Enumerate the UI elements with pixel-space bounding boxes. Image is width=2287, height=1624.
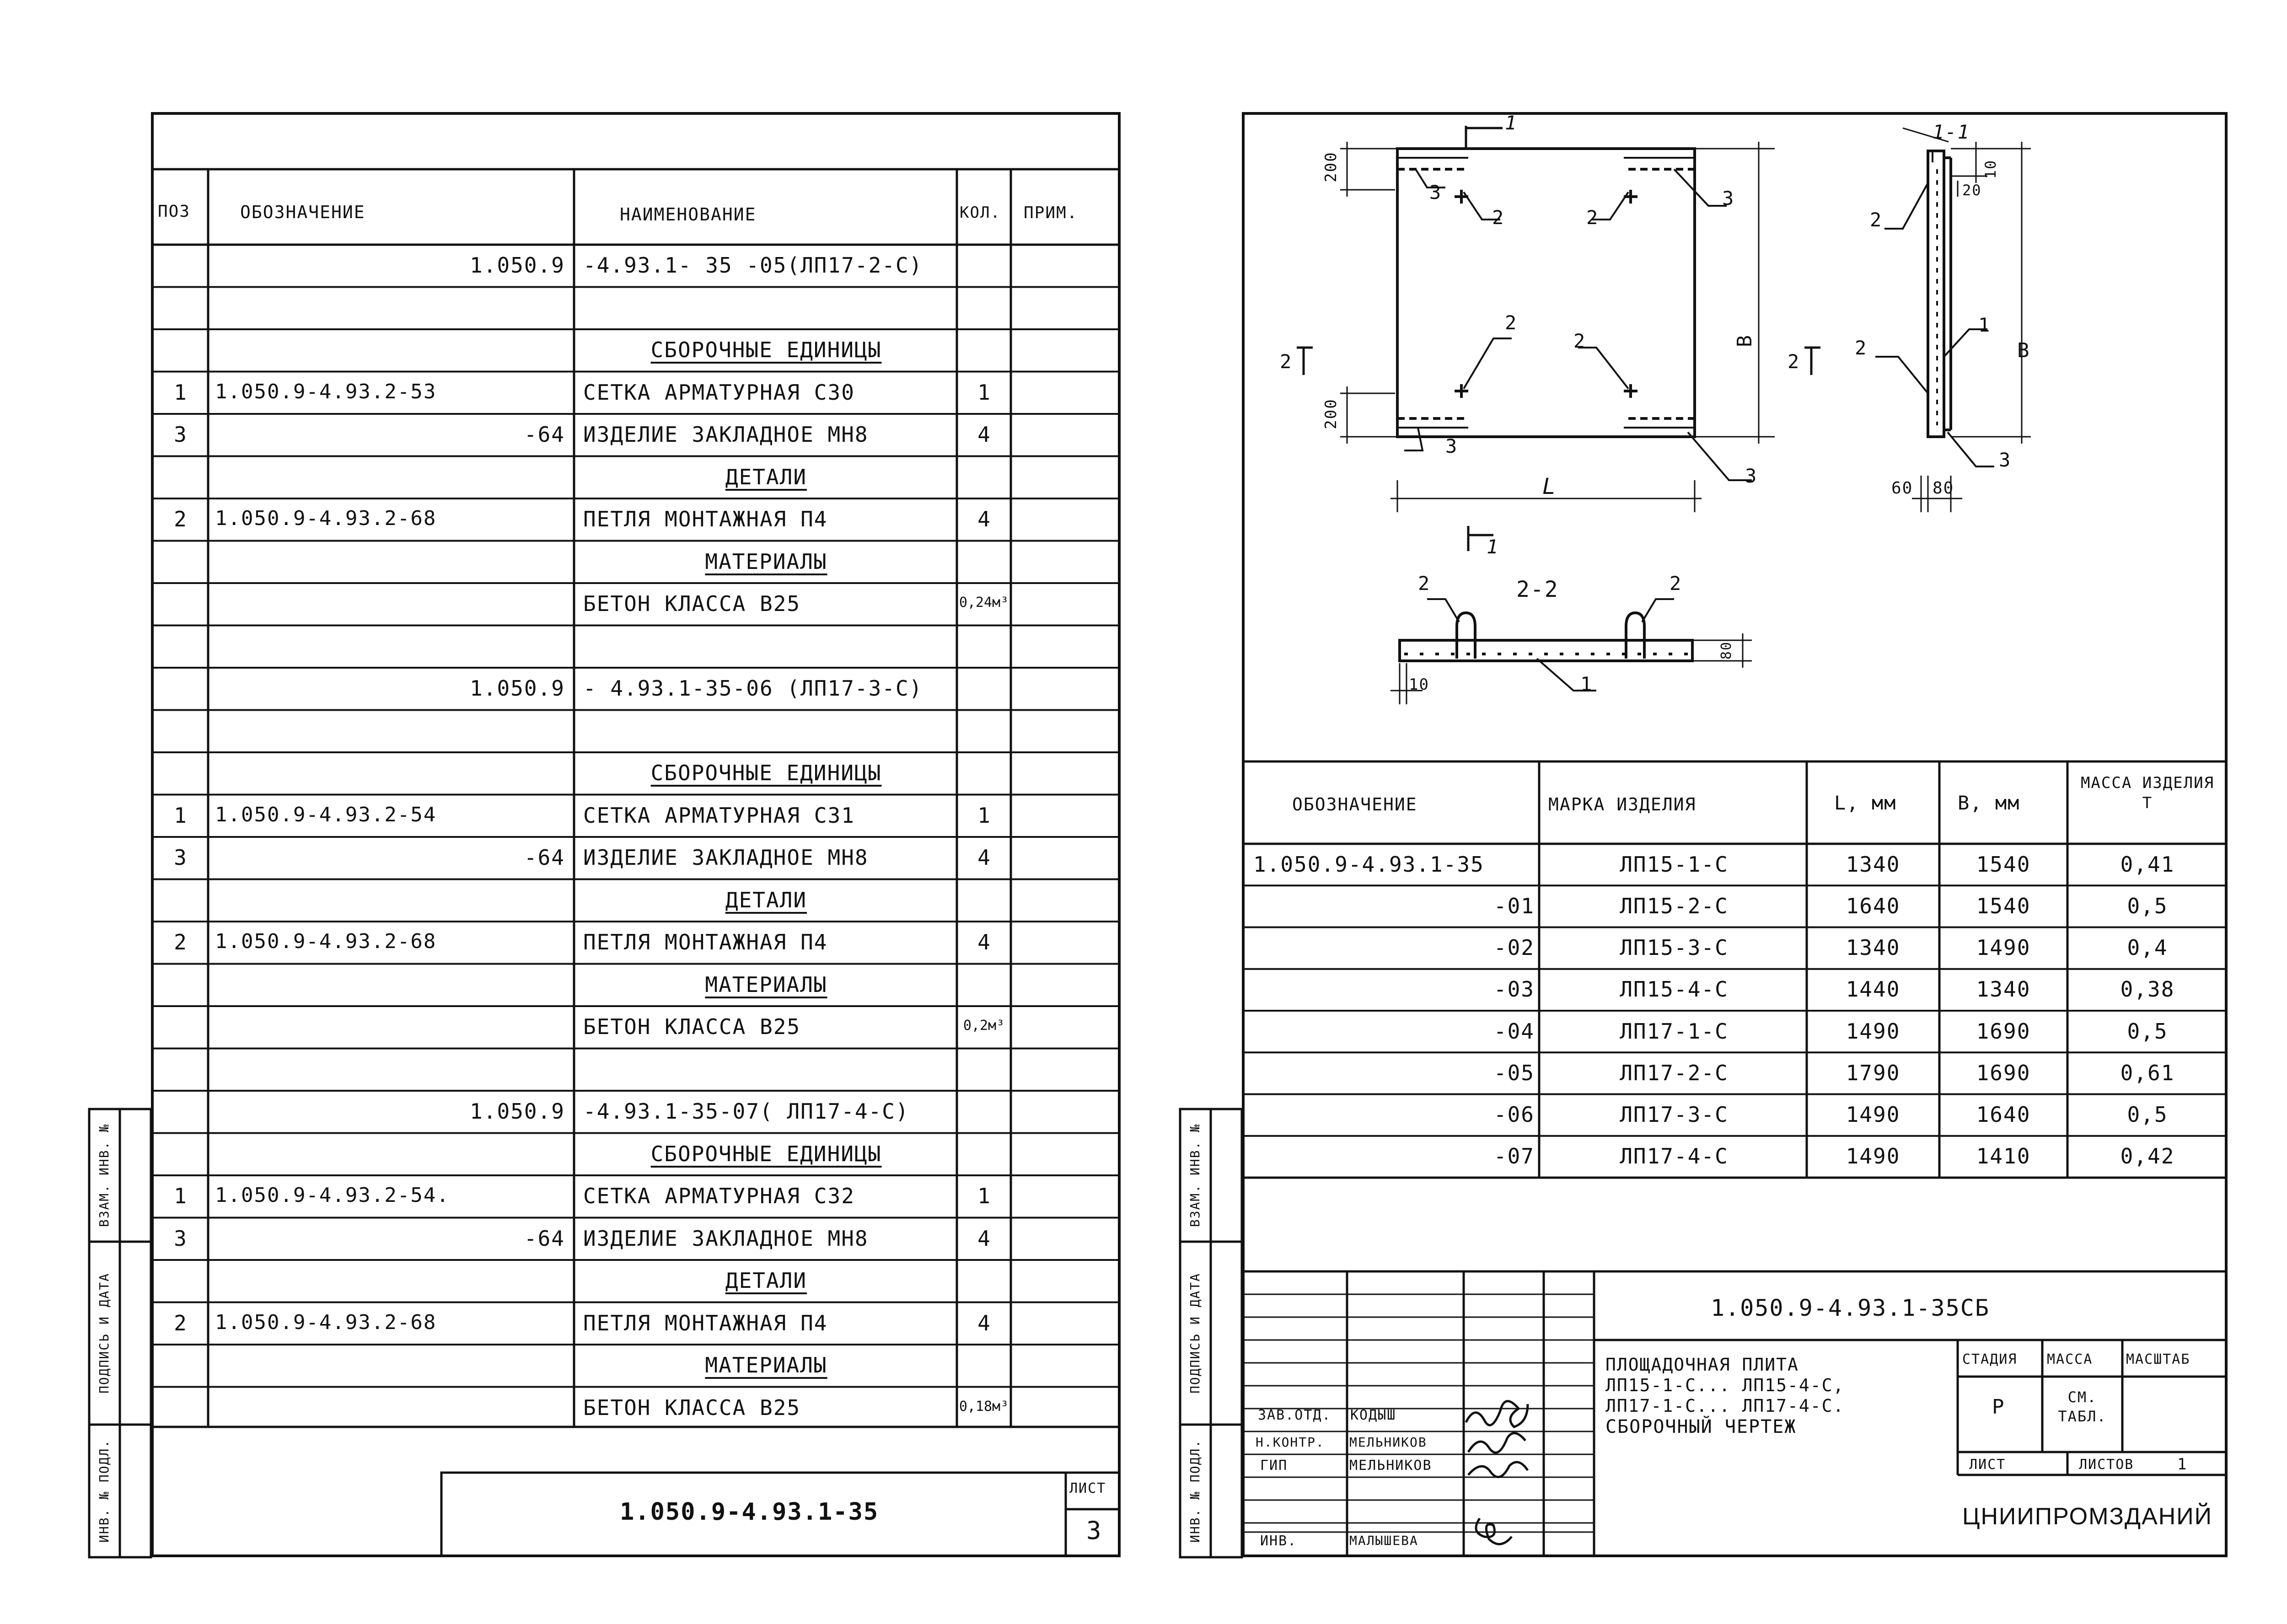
spec-name: ПЕТЛЯ МОНТАЖНАЯ П4 xyxy=(583,507,828,532)
spec-qty: 4 xyxy=(977,1310,990,1335)
doc-title-line-3: ЛП17-1-С... ЛП17-4-С. xyxy=(1605,1396,1845,1416)
variant-b: 1490 xyxy=(1976,935,2031,960)
variant-b: 1640 xyxy=(1976,1102,2031,1127)
left-side-label-inv: ИНВ. № ПОДЛ. xyxy=(97,1439,112,1543)
variant-designation: -03 xyxy=(1493,977,1535,1002)
mass-value: СМ. ТАБЛ. xyxy=(2058,1388,2107,1425)
variant-mark: ЛП15-3-С xyxy=(1620,935,1729,960)
spec-name: ИЗДЕЛИЕ ЗАКЛАДНОЕ МН8 xyxy=(583,845,869,870)
dim-b-section: В xyxy=(2017,339,2030,362)
scale-label: МАСШТАБ xyxy=(2126,1351,2190,1367)
left-sheet xyxy=(151,112,1121,1557)
spec-qty: 4 xyxy=(977,930,990,955)
callout-2-section: 2 xyxy=(1870,209,1883,231)
spec-pos: 2 xyxy=(174,930,188,955)
spec-section-title: СБОРОЧНЫЕ ЕДИНИЦЫ xyxy=(650,338,882,363)
spec-designation: -64 xyxy=(524,845,565,870)
role-n-kontr: Н.КОНТР. xyxy=(1256,1435,1325,1450)
variant-designation: 1.050.9-4.93.1-35 xyxy=(1253,852,1484,877)
role-inv: ИНВ. xyxy=(1260,1533,1297,1549)
cut-mark-2-left: 2 xyxy=(1280,350,1293,373)
spec-qty: 1 xyxy=(977,803,990,828)
spec-name: СЕТКА АРМАТУРНАЯ С31 xyxy=(583,803,855,828)
spec-name: -4.93.1-35-07( ЛП17-4-С) xyxy=(583,1099,909,1124)
doc-code: 1.050.9-4.93.1-35СБ xyxy=(1711,1295,1990,1321)
right-side-label-sign: ПОДПИСЬ И ДАТА xyxy=(1187,1272,1203,1394)
spec-name: СЕТКА АРМАТУРНАЯ С32 xyxy=(583,1184,855,1209)
spec-designation: 1.050.9-4.93.2-54 xyxy=(215,803,437,826)
variant-mark: ЛП17-3-С xyxy=(1620,1102,1729,1127)
spec-name: СЕТКА АРМАТУРНАЯ С30 xyxy=(583,380,855,405)
spec-qty: 4 xyxy=(977,845,990,870)
cut-mark-bottom: 1 xyxy=(1487,536,1499,558)
callout-3-bl: 3 xyxy=(1445,435,1458,457)
spec-pos: 3 xyxy=(174,1226,188,1251)
variant-l: 1490 xyxy=(1846,1018,1900,1044)
variant-mass: 0,5 xyxy=(2127,1018,2168,1044)
callout-3-section: 3 xyxy=(1999,449,2012,471)
variants-header-designation: ОБОЗНАЧЕНИЕ xyxy=(1292,794,1417,815)
spec-qty: 4 xyxy=(977,1226,990,1251)
variant-mark: ЛП15-4-С xyxy=(1620,977,1729,1002)
section-2-2-label: 2-2 xyxy=(1516,577,1559,602)
callout-3-tl: 3 xyxy=(1429,181,1442,204)
sheet-label: ЛИСТ xyxy=(1969,1457,2006,1473)
role-gip: ГИП xyxy=(1260,1458,1288,1474)
callout-1-slab: 1 xyxy=(1580,673,1593,695)
spec-pos: 2 xyxy=(174,507,188,532)
callout-2-tl: 2 xyxy=(1492,206,1505,229)
left-side-label-sign: ПОДПИСЬ И ДАТА xyxy=(97,1272,112,1394)
variant-mass: 0,38 xyxy=(2120,977,2175,1002)
callout-3-br: 3 xyxy=(1745,465,1758,487)
header-pos: ПОЗ xyxy=(158,202,191,221)
callout-3-tr: 3 xyxy=(1722,187,1735,209)
variant-mass: 0,5 xyxy=(2127,1102,2168,1127)
doc-title-line-1: ПЛОЩАДОЧНАЯ ПЛИТА xyxy=(1605,1355,1799,1375)
variant-mark: ЛП15-1-С xyxy=(1620,852,1729,877)
dim-80-slab: 80 xyxy=(1718,641,1734,660)
variant-l: 1640 xyxy=(1846,893,1900,918)
spec-name: БЕТОН КЛАССА В25 xyxy=(583,591,801,616)
spec-qty: 4 xyxy=(977,507,990,532)
spec-name: ИЗДЕЛИЕ ЗАКЛАДНОЕ МН8 xyxy=(583,422,869,447)
variants-header-b: В, мм xyxy=(1958,792,2020,814)
header-name: НАИМЕНОВАНИЕ xyxy=(620,204,757,225)
variant-mass: 0,42 xyxy=(2120,1144,2175,1169)
organization: ЦНИИПРОМЗДАНИЙ xyxy=(1962,1503,2213,1530)
header-qty: КОЛ. xyxy=(960,204,1001,222)
variant-b: 1690 xyxy=(1976,1060,2031,1085)
spec-section-title: ДЕТАЛИ xyxy=(725,1268,807,1293)
sheets-label: ЛИСТОВ xyxy=(2079,1457,2134,1473)
section-1-1-label: 1-1 xyxy=(1933,121,1970,143)
spec-section-title: ДЕТАЛИ xyxy=(725,887,807,912)
callout-2-mr: 2 xyxy=(1573,330,1586,352)
dim-80-section: 80 xyxy=(1933,479,1954,498)
variant-mass: 0,4 xyxy=(2127,935,2168,960)
variant-l: 1490 xyxy=(1846,1144,1900,1169)
variant-b: 1540 xyxy=(1976,893,2031,918)
spec-designation: -64 xyxy=(524,422,565,447)
callout-2-ml: 2 xyxy=(1505,311,1518,334)
spec-qty: 1 xyxy=(977,380,990,405)
left-sheet-number: 3 xyxy=(1086,1516,1102,1545)
right-side-label-inv: ИНВ. № ПОДЛ. xyxy=(1187,1439,1203,1543)
variant-l: 1490 xyxy=(1846,1102,1900,1127)
variant-designation: -06 xyxy=(1493,1102,1535,1127)
spec-designation: 1.050.9 xyxy=(470,676,565,701)
variant-mass: 0,41 xyxy=(2120,852,2175,877)
dim-200-top: 200 xyxy=(1322,151,1340,182)
spec-designation: 1.050.9 xyxy=(470,253,565,278)
name-inv: МАЛЫШЕВА xyxy=(1349,1533,1418,1548)
header-note: ПРИМ. xyxy=(1024,204,1078,222)
spec-section-title: МАТЕРИАЛЫ xyxy=(705,549,827,574)
spec-pos: 2 xyxy=(174,1310,188,1335)
doc-title-line-2: ЛП15-1-С... ЛП15-4-С, xyxy=(1605,1375,1845,1395)
variant-designation: -04 xyxy=(1493,1018,1535,1044)
doc-title-line-4: СБОРОЧНЫЙ ЧЕРТЕЖ xyxy=(1605,1416,1797,1437)
dim-10-section: 10 xyxy=(1982,159,1999,179)
variant-designation: -02 xyxy=(1493,935,1535,960)
sheets-count: 1 xyxy=(2177,1455,2188,1474)
variants-header-mass: МАССА ИЗДЕЛИЯ Т xyxy=(2080,774,2215,813)
spec-designation: 1.050.9-4.93.2-54. xyxy=(215,1184,450,1207)
variant-b: 1690 xyxy=(1976,1018,2031,1044)
variant-mass: 0,5 xyxy=(2127,893,2168,918)
variants-header-mark: МАРКА ИЗДЕЛИЯ xyxy=(1548,794,1696,815)
name-n-kontr: МЕЛЬНИКОВ xyxy=(1349,1435,1427,1450)
spec-section-title: ДЕТАЛИ xyxy=(725,464,807,489)
variant-l: 1340 xyxy=(1846,935,1900,960)
spec-name: ИЗДЕЛИЕ ЗАКЛАДНОЕ МН8 xyxy=(583,1226,869,1251)
spec-section-title: МАТЕРИАЛЫ xyxy=(705,972,827,997)
spec-name: БЕТОН КЛАССА В25 xyxy=(583,1014,801,1040)
spec-name: - 4.93.1-35-06 (ЛП17-3-С) xyxy=(583,676,923,701)
variant-designation: -07 xyxy=(1493,1144,1535,1169)
spec-name: ПЕТЛЯ МОНТАЖНАЯ П4 xyxy=(583,1310,828,1335)
cut-mark-top: 1 xyxy=(1505,112,1518,134)
role-zav-otd: ЗАВ.ОТД. xyxy=(1258,1407,1331,1423)
left-sheet-label: ЛИСТ xyxy=(1069,1480,1106,1496)
left-stamp-code: 1.050.9-4.93.1-35 xyxy=(620,1498,879,1526)
spec-qty: 0,24м³ xyxy=(959,595,1009,611)
variants-header-l: L, мм xyxy=(1834,792,1897,814)
callout-2-slab-left: 2 xyxy=(1418,572,1431,595)
variant-l: 1440 xyxy=(1846,977,1900,1002)
variant-mark: ЛП15-2-С xyxy=(1620,893,1729,918)
spec-designation: 1.050.9-4.93.2-53 xyxy=(215,380,437,403)
header-designation: ОБОЗНАЧЕНИЕ xyxy=(240,202,365,222)
callout-2-tr: 2 xyxy=(1586,206,1599,229)
callout-1-section: 1 xyxy=(1978,314,1991,336)
cut-mark-2-right: 2 xyxy=(1788,350,1800,373)
dim-200-bottom: 200 xyxy=(1322,398,1340,429)
variant-mark: ЛП17-4-С xyxy=(1620,1144,1729,1169)
dim-60: 60 xyxy=(1891,479,1913,498)
variant-l: 1340 xyxy=(1846,852,1900,877)
right-side-label-vzam: ВЗАМ. ИНВ. № xyxy=(1187,1123,1203,1227)
variant-b: 1410 xyxy=(1976,1144,2031,1169)
variant-mark: ЛП17-1-С xyxy=(1620,1018,1729,1044)
spec-name: ПЕТЛЯ МОНТАЖНАЯ П4 xyxy=(583,930,828,955)
spec-pos: 1 xyxy=(174,1184,188,1209)
spec-qty: 0,18м³ xyxy=(959,1398,1009,1415)
spec-pos: 3 xyxy=(174,422,188,447)
spec-qty: 1 xyxy=(977,1184,990,1209)
spec-name: -4.93.1- 35 -05(ЛП17-2-С) xyxy=(583,253,923,278)
spec-qty: 0,2м³ xyxy=(963,1018,1005,1034)
dim-20-section: 20 xyxy=(1962,182,1982,199)
callout-2-section-low: 2 xyxy=(1855,337,1868,359)
stage-value: Р xyxy=(1992,1395,2005,1419)
variant-mass: 0,61 xyxy=(2120,1060,2175,1085)
spec-section-title: СБОРОЧНЫЕ ЕДИНИЦЫ xyxy=(650,1141,882,1166)
variant-l: 1790 xyxy=(1846,1060,1900,1085)
spec-pos: 1 xyxy=(174,380,188,405)
spec-qty: 4 xyxy=(977,422,990,447)
spec-designation: 1.050.9-4.93.2-68 xyxy=(215,507,437,531)
spec-designation: 1.050.9-4.93.2-68 xyxy=(215,1310,437,1334)
spec-designation: -64 xyxy=(524,1226,565,1251)
spec-name: БЕТОН КЛАССА В25 xyxy=(583,1395,801,1420)
mass-label: МАССА xyxy=(2047,1351,2093,1367)
variant-b: 1540 xyxy=(1976,852,2031,877)
left-side-label-vzam: ВЗАМ. ИНВ. № xyxy=(97,1123,112,1227)
spec-pos: 1 xyxy=(174,803,188,828)
spec-designation: 1.050.9-4.93.2-68 xyxy=(215,930,437,954)
spec-section-title: СБОРОЧНЫЕ ЕДИНИЦЫ xyxy=(650,761,882,786)
right-sheet xyxy=(1242,112,2228,1557)
variant-designation: -05 xyxy=(1493,1060,1535,1085)
spec-pos: 3 xyxy=(174,845,188,870)
dim-l: L xyxy=(1542,474,1557,499)
spec-section-title: МАТЕРИАЛЫ xyxy=(705,1353,827,1378)
dim-10-slab: 10 xyxy=(1409,675,1429,694)
name-gip: МЕЛЬНИКОВ xyxy=(1349,1458,1432,1474)
variant-designation: -01 xyxy=(1493,893,1535,918)
callout-2-slab-right: 2 xyxy=(1670,572,1682,595)
variant-mark: ЛП17-2-С xyxy=(1620,1060,1729,1085)
dim-b-plan: В xyxy=(1733,334,1756,348)
stage-label: СТАДИЯ xyxy=(1962,1351,2018,1367)
name-zav-otd: КОДЫШ xyxy=(1350,1407,1396,1423)
variant-b: 1340 xyxy=(1976,977,2031,1002)
spec-designation: 1.050.9 xyxy=(470,1099,565,1124)
